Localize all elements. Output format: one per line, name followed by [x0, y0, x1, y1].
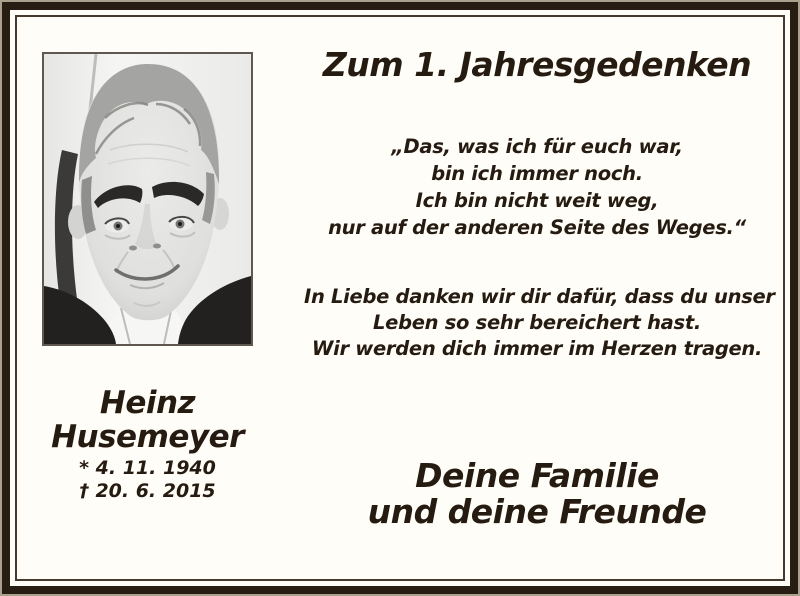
quote-line: nur auf der anderen Seite des Weges.“	[328, 216, 746, 239]
tribute-line: Leben so sehr bereichert hast.	[373, 311, 701, 334]
quote-line: Ich bin nicht weit weg,	[415, 189, 659, 212]
memorial-title: Zum 1. Jahresgedenken	[322, 45, 752, 84]
closing-line: Deine Familie	[415, 456, 659, 495]
birth-date: * 4. 11. 1940	[79, 457, 216, 479]
deceased-last-name: Husemeyer	[51, 419, 244, 455]
outer-frame	[2, 2, 798, 594]
portrait-photo	[42, 52, 253, 346]
inner-frame	[15, 15, 785, 581]
tribute-line: Wir werden dich immer im Herzen tragen.	[311, 337, 763, 360]
tribute-line: In Liebe danken wir dir dafür, dass du unser	[304, 285, 775, 308]
death-date: † 20. 6. 2015	[79, 480, 216, 502]
closing-line: und deine Freunde	[367, 492, 707, 531]
portrait-image	[44, 54, 251, 344]
closing-signature	[304, 458, 770, 530]
tribute-text	[304, 284, 775, 362]
life-dates	[29, 457, 266, 503]
memorial-quote	[304, 133, 770, 241]
deceased-name	[29, 386, 266, 454]
deceased-first-name: Heinz	[99, 385, 196, 421]
quote-line: bin ich immer noch.	[431, 162, 643, 185]
quote-line: „Das, was ich für euch war,	[391, 135, 683, 158]
frame-gap	[10, 10, 790, 586]
